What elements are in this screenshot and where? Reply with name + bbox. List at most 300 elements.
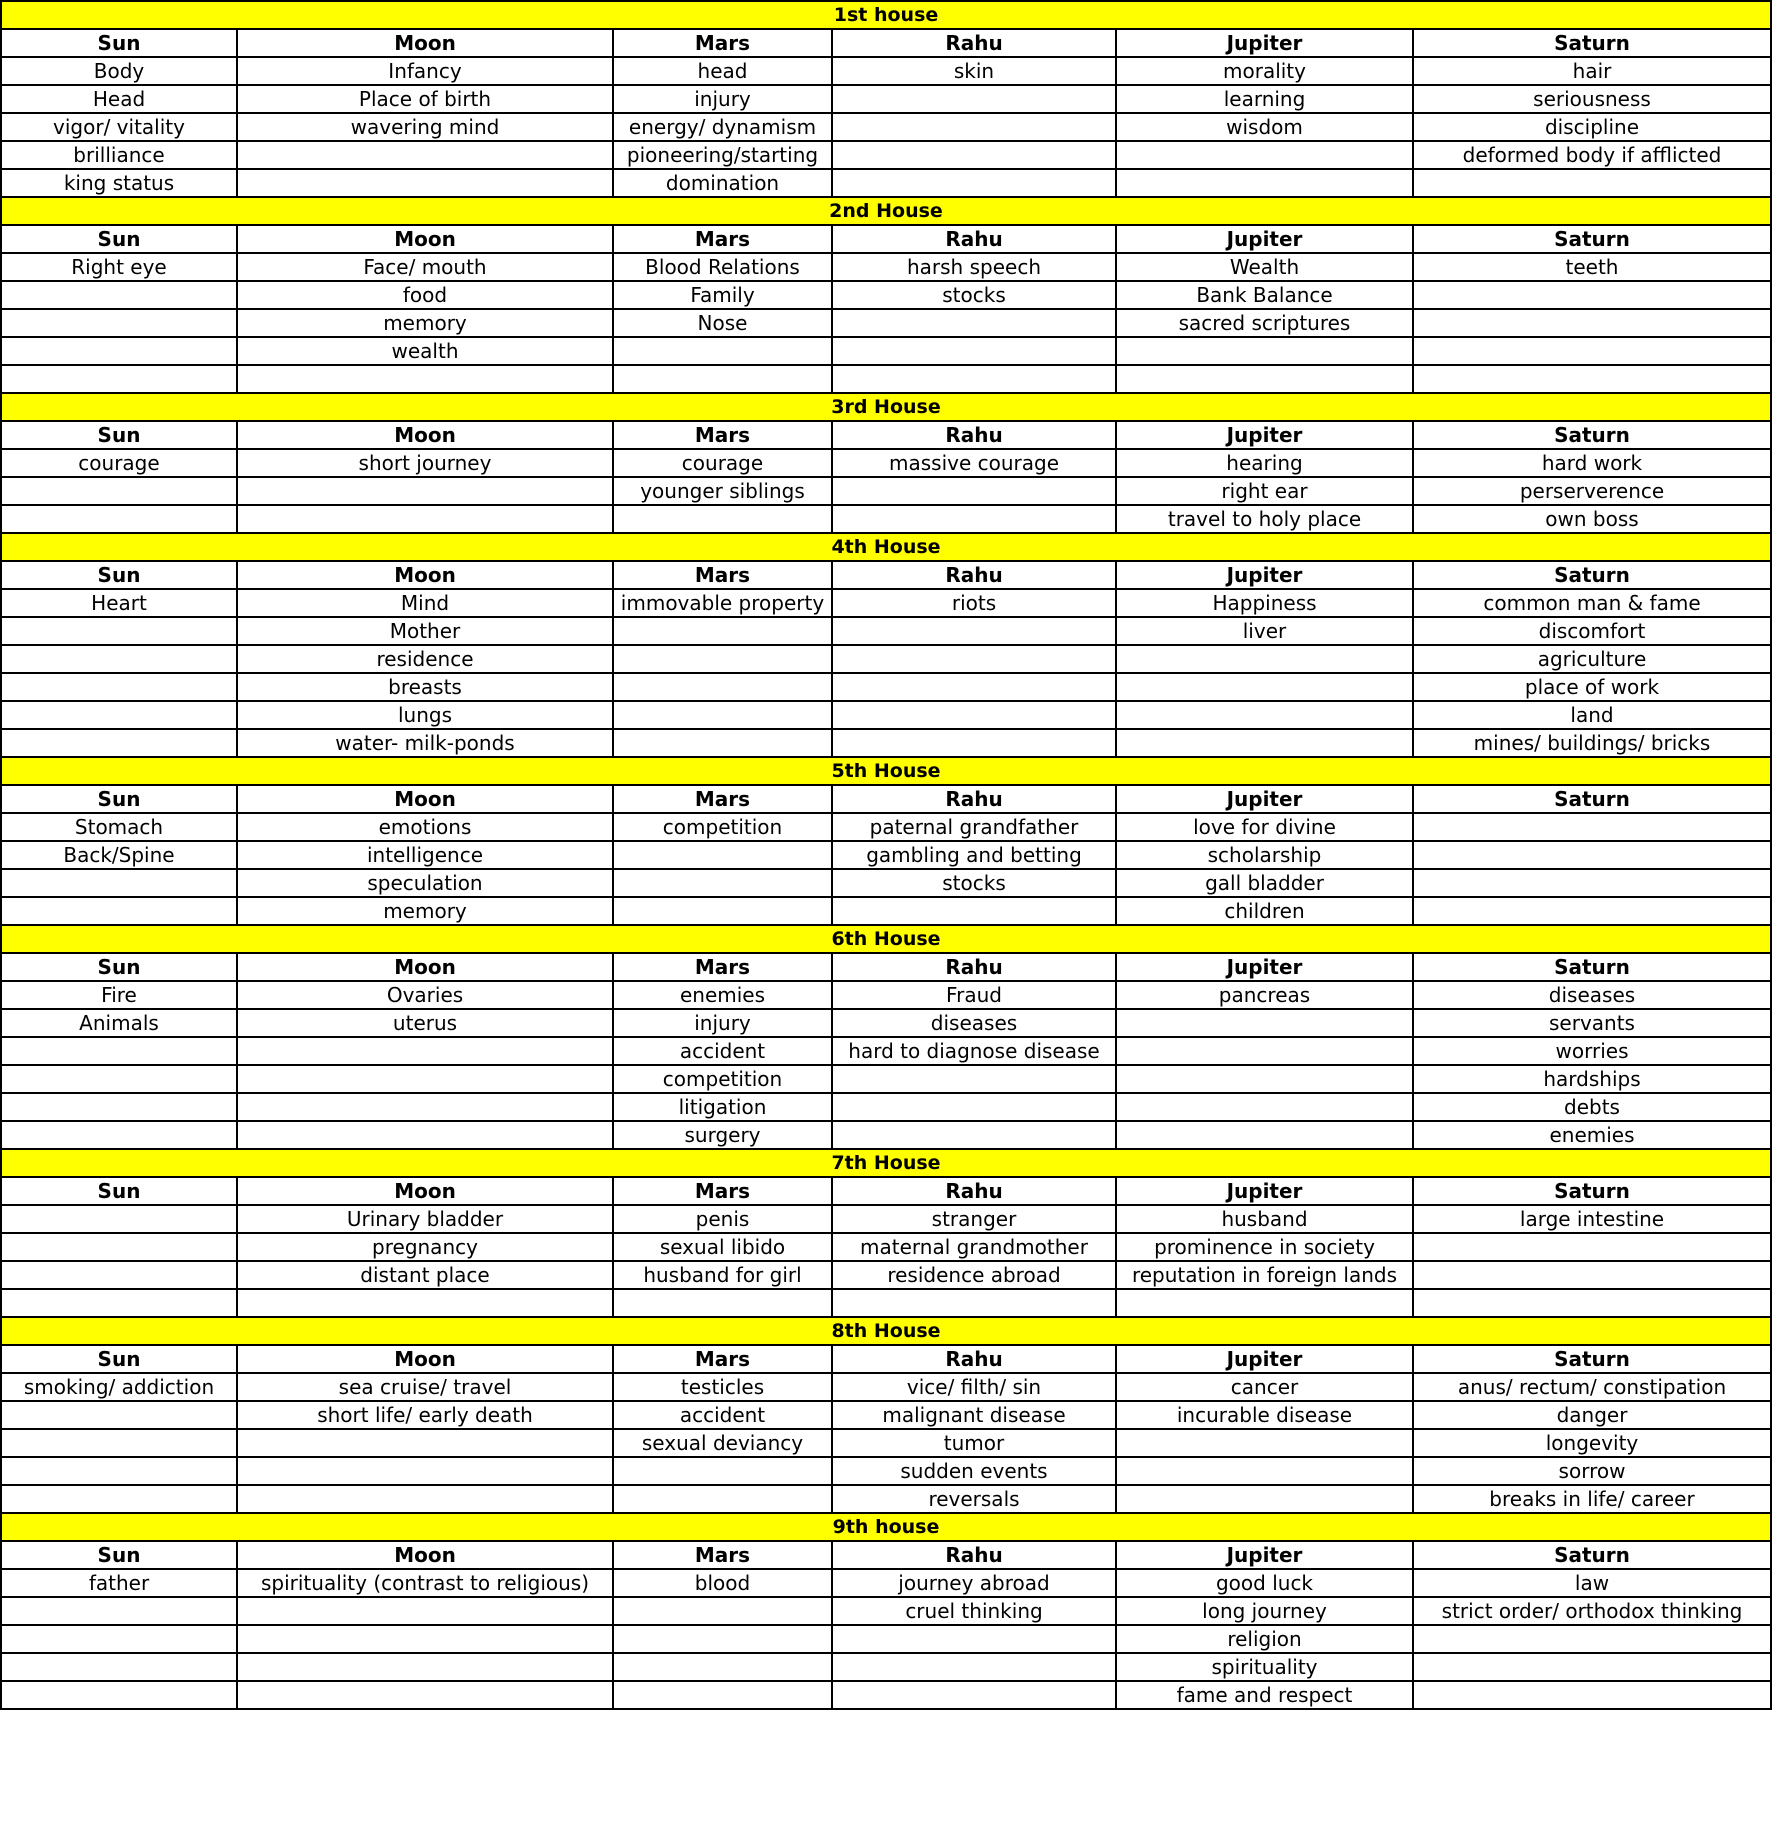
table-cell[interactable] (1, 645, 237, 673)
table-cell[interactable]: Nose (613, 309, 832, 337)
table-cell[interactable] (832, 1093, 1116, 1121)
table-cell[interactable]: own boss (1413, 505, 1771, 533)
table-cell[interactable]: large intestine (1413, 1205, 1771, 1233)
table-cell[interactable]: hearing (1116, 449, 1413, 477)
table-cell[interactable]: reversals (832, 1485, 1116, 1513)
table-cell[interactable]: Blood Relations (613, 253, 832, 281)
table-cell[interactable]: intelligence (237, 841, 613, 869)
planet-header-jupiter[interactable]: Jupiter (1116, 1177, 1413, 1205)
planet-header-sun[interactable]: Sun (1, 1345, 237, 1373)
table-cell[interactable]: wealth (237, 337, 613, 365)
table-cell[interactable] (613, 869, 832, 897)
table-cell[interactable]: pancreas (1116, 981, 1413, 1009)
table-cell[interactable]: journey abroad (832, 1569, 1116, 1597)
table-cell[interactable] (1, 1093, 237, 1121)
table-cell[interactable] (1, 1457, 237, 1485)
table-cell[interactable]: Mother (237, 617, 613, 645)
table-cell[interactable] (1, 505, 237, 533)
planet-header-rahu[interactable]: Rahu (832, 785, 1116, 813)
table-cell[interactable]: memory (237, 309, 613, 337)
table-cell[interactable] (1, 1205, 237, 1233)
table-cell[interactable]: good luck (1116, 1569, 1413, 1597)
table-cell[interactable] (832, 309, 1116, 337)
planet-header-rahu[interactable]: Rahu (832, 421, 1116, 449)
table-cell[interactable]: stocks (832, 869, 1116, 897)
table-cell[interactable]: common man & fame (1413, 589, 1771, 617)
table-cell[interactable] (237, 1625, 613, 1653)
planet-header-mars[interactable]: Mars (613, 1177, 832, 1205)
table-cell[interactable]: agriculture (1413, 645, 1771, 673)
table-cell[interactable] (237, 1037, 613, 1065)
table-cell[interactable] (237, 505, 613, 533)
table-cell[interactable] (237, 1093, 613, 1121)
table-cell[interactable] (1413, 1261, 1771, 1289)
house-title[interactable]: 3rd House (1, 393, 1771, 421)
table-cell[interactable]: love for divine (1116, 813, 1413, 841)
table-cell[interactable] (613, 1597, 832, 1625)
table-cell[interactable]: diseases (832, 1009, 1116, 1037)
table-cell[interactable]: long journey (1116, 1597, 1413, 1625)
table-cell[interactable] (1, 365, 237, 393)
table-cell[interactable]: incurable disease (1116, 1401, 1413, 1429)
table-cell[interactable]: testicles (613, 1373, 832, 1401)
planet-header-saturn[interactable]: Saturn (1413, 1177, 1771, 1205)
table-cell[interactable]: Infancy (237, 57, 613, 85)
table-cell[interactable]: skin (832, 57, 1116, 85)
table-cell[interactable]: teeth (1413, 253, 1771, 281)
planet-header-mars[interactable]: Mars (613, 1345, 832, 1373)
house-title[interactable]: 7th House (1, 1149, 1771, 1177)
table-cell[interactable] (1, 673, 237, 701)
table-cell[interactable] (613, 1289, 832, 1317)
table-cell[interactable] (1, 729, 237, 757)
table-cell[interactable] (1, 1625, 237, 1653)
table-cell[interactable]: Back/Spine (1, 841, 237, 869)
planet-header-saturn[interactable]: Saturn (1413, 1345, 1771, 1373)
table-cell[interactable]: Body (1, 57, 237, 85)
planet-header-rahu[interactable]: Rahu (832, 1177, 1116, 1205)
planet-header-sun[interactable]: Sun (1, 225, 237, 253)
table-cell[interactable]: distant place (237, 1261, 613, 1289)
table-cell[interactable] (832, 1065, 1116, 1093)
table-cell[interactable] (1116, 1429, 1413, 1457)
table-cell[interactable]: spirituality (contrast to religious) (237, 1569, 613, 1597)
table-cell[interactable]: gambling and betting (832, 841, 1116, 869)
table-cell[interactable]: Heart (1, 589, 237, 617)
planet-header-jupiter[interactable]: Jupiter (1116, 785, 1413, 813)
table-cell[interactable] (1116, 1121, 1413, 1149)
table-cell[interactable]: surgery (613, 1121, 832, 1149)
table-cell[interactable] (832, 337, 1116, 365)
table-cell[interactable] (1413, 869, 1771, 897)
table-cell[interactable] (1, 337, 237, 365)
table-cell[interactable]: religion (1116, 1625, 1413, 1653)
table-cell[interactable] (613, 897, 832, 925)
planet-header-saturn[interactable]: Saturn (1413, 29, 1771, 57)
house-title[interactable]: 9th house (1, 1513, 1771, 1541)
planet-header-mars[interactable]: Mars (613, 421, 832, 449)
table-cell[interactable] (1, 1037, 237, 1065)
table-cell[interactable] (1, 1121, 237, 1149)
table-cell[interactable] (1, 617, 237, 645)
table-cell[interactable] (832, 617, 1116, 645)
table-cell[interactable]: Head (1, 85, 237, 113)
table-cell[interactable]: pioneering/starting (613, 141, 832, 169)
table-cell[interactable] (1413, 1653, 1771, 1681)
table-cell[interactable] (613, 729, 832, 757)
table-cell[interactable]: sea cruise/ travel (237, 1373, 613, 1401)
table-cell[interactable]: danger (1413, 1401, 1771, 1429)
planet-header-jupiter[interactable]: Jupiter (1116, 225, 1413, 253)
table-cell[interactable]: pregnancy (237, 1233, 613, 1261)
table-cell[interactable]: competition (613, 813, 832, 841)
table-cell[interactable] (1413, 337, 1771, 365)
table-cell[interactable]: worries (1413, 1037, 1771, 1065)
table-cell[interactable]: memory (237, 897, 613, 925)
planet-header-rahu[interactable]: Rahu (832, 29, 1116, 57)
table-cell[interactable]: courage (1, 449, 237, 477)
table-cell[interactable]: riots (832, 589, 1116, 617)
table-cell[interactable] (237, 1289, 613, 1317)
table-cell[interactable]: scholarship (1116, 841, 1413, 869)
table-cell[interactable] (1, 1429, 237, 1457)
planet-header-saturn[interactable]: Saturn (1413, 561, 1771, 589)
house-title[interactable]: 5th House (1, 757, 1771, 785)
table-cell[interactable]: sacred scriptures (1116, 309, 1413, 337)
table-cell[interactable]: morality (1116, 57, 1413, 85)
table-cell[interactable] (1, 1065, 237, 1093)
planet-header-moon[interactable]: Moon (237, 225, 613, 253)
table-cell[interactable] (613, 1625, 832, 1653)
table-cell[interactable]: prominence in society (1116, 1233, 1413, 1261)
planet-header-jupiter[interactable]: Jupiter (1116, 421, 1413, 449)
table-cell[interactable]: learning (1116, 85, 1413, 113)
table-cell[interactable] (832, 113, 1116, 141)
table-cell[interactable] (832, 477, 1116, 505)
table-cell[interactable]: place of work (1413, 673, 1771, 701)
table-cell[interactable]: massive courage (832, 449, 1116, 477)
table-cell[interactable] (1413, 1233, 1771, 1261)
table-cell[interactable]: Urinary bladder (237, 1205, 613, 1233)
table-cell[interactable]: sorrow (1413, 1457, 1771, 1485)
table-cell[interactable] (237, 1065, 613, 1093)
table-cell[interactable]: Bank Balance (1116, 281, 1413, 309)
table-cell[interactable]: king status (1, 169, 237, 197)
table-cell[interactable] (1116, 1065, 1413, 1093)
table-cell[interactable] (1413, 1681, 1771, 1709)
table-cell[interactable] (832, 673, 1116, 701)
table-cell[interactable]: strict order/ orthodox thinking (1413, 1597, 1771, 1625)
table-cell[interactable]: Face/ mouth (237, 253, 613, 281)
table-cell[interactable]: malignant disease (832, 1401, 1116, 1429)
table-cell[interactable] (1, 1485, 237, 1513)
planet-header-jupiter[interactable]: Jupiter (1116, 1345, 1413, 1373)
table-cell[interactable] (832, 645, 1116, 673)
table-cell[interactable]: short journey (237, 449, 613, 477)
planet-header-moon[interactable]: Moon (237, 561, 613, 589)
table-cell[interactable] (613, 673, 832, 701)
table-cell[interactable] (1, 1681, 237, 1709)
table-cell[interactable] (832, 1653, 1116, 1681)
table-cell[interactable]: immovable property (613, 589, 832, 617)
table-cell[interactable]: Family (613, 281, 832, 309)
table-cell[interactable]: Right eye (1, 253, 237, 281)
table-cell[interactable]: maternal grandmother (832, 1233, 1116, 1261)
planet-header-moon[interactable]: Moon (237, 1345, 613, 1373)
table-cell[interactable]: spirituality (1116, 1653, 1413, 1681)
table-cell[interactable]: speculation (237, 869, 613, 897)
table-cell[interactable] (613, 1485, 832, 1513)
table-cell[interactable] (237, 1457, 613, 1485)
planet-header-sun[interactable]: Sun (1, 1177, 237, 1205)
house-title[interactable]: 6th House (1, 925, 1771, 953)
table-cell[interactable] (613, 645, 832, 673)
table-cell[interactable] (1116, 1289, 1413, 1317)
table-cell[interactable]: stocks (832, 281, 1116, 309)
table-cell[interactable]: enemies (1413, 1121, 1771, 1149)
table-cell[interactable] (237, 477, 613, 505)
table-cell[interactable] (832, 1681, 1116, 1709)
planet-header-mars[interactable]: Mars (613, 225, 832, 253)
table-cell[interactable]: injury (613, 85, 832, 113)
table-cell[interactable] (1, 309, 237, 337)
house-title[interactable]: 8th House (1, 1317, 1771, 1345)
table-cell[interactable]: younger siblings (613, 477, 832, 505)
table-cell[interactable] (1116, 169, 1413, 197)
table-cell[interactable] (832, 365, 1116, 393)
table-cell[interactable]: servants (1413, 1009, 1771, 1037)
table-cell[interactable]: emotions (237, 813, 613, 841)
table-cell[interactable] (832, 169, 1116, 197)
table-cell[interactable]: lungs (237, 701, 613, 729)
planet-header-sun[interactable]: Sun (1, 785, 237, 813)
table-cell[interactable]: land (1413, 701, 1771, 729)
table-cell[interactable] (237, 1121, 613, 1149)
table-cell[interactable] (832, 505, 1116, 533)
table-cell[interactable]: sexual deviancy (613, 1429, 832, 1457)
table-cell[interactable] (1413, 1625, 1771, 1653)
table-cell[interactable]: blood (613, 1569, 832, 1597)
table-cell[interactable]: mines/ buildings/ bricks (1413, 729, 1771, 757)
table-cell[interactable]: perserverence (1413, 477, 1771, 505)
table-cell[interactable] (613, 841, 832, 869)
table-cell[interactable]: gall bladder (1116, 869, 1413, 897)
table-cell[interactable]: reputation in foreign lands (1116, 1261, 1413, 1289)
table-cell[interactable]: hard to diagnose disease (832, 1037, 1116, 1065)
table-cell[interactable] (1116, 1457, 1413, 1485)
planet-header-moon[interactable]: Moon (237, 1541, 613, 1569)
table-cell[interactable]: diseases (1413, 981, 1771, 1009)
table-cell[interactable] (1, 281, 237, 309)
table-cell[interactable] (1116, 365, 1413, 393)
table-cell[interactable]: Ovaries (237, 981, 613, 1009)
table-cell[interactable]: smoking/ addiction (1, 1373, 237, 1401)
table-cell[interactable]: cruel thinking (832, 1597, 1116, 1625)
planet-header-sun[interactable]: Sun (1, 421, 237, 449)
table-cell[interactable]: vice/ filth/ sin (832, 1373, 1116, 1401)
table-cell[interactable] (1116, 645, 1413, 673)
table-cell[interactable] (832, 897, 1116, 925)
table-cell[interactable] (613, 1681, 832, 1709)
table-cell[interactable]: competition (613, 1065, 832, 1093)
table-cell[interactable]: wisdom (1116, 113, 1413, 141)
table-cell[interactable]: enemies (613, 981, 832, 1009)
table-cell[interactable]: accident (613, 1037, 832, 1065)
planet-header-moon[interactable]: Moon (237, 1177, 613, 1205)
table-cell[interactable]: energy/ dynamism (613, 113, 832, 141)
table-cell[interactable] (1413, 813, 1771, 841)
table-cell[interactable]: water- milk-ponds (237, 729, 613, 757)
table-cell[interactable]: seriousness (1413, 85, 1771, 113)
planet-header-sun[interactable]: Sun (1, 1541, 237, 1569)
planet-header-rahu[interactable]: Rahu (832, 561, 1116, 589)
table-cell[interactable]: uterus (237, 1009, 613, 1037)
table-cell[interactable]: paternal grandfather (832, 813, 1116, 841)
table-cell[interactable] (1, 1261, 237, 1289)
table-cell[interactable]: right ear (1116, 477, 1413, 505)
table-cell[interactable] (1413, 281, 1771, 309)
table-cell[interactable] (613, 1457, 832, 1485)
table-cell[interactable]: Stomach (1, 813, 237, 841)
table-cell[interactable]: Animals (1, 1009, 237, 1037)
table-cell[interactable] (832, 1625, 1116, 1653)
table-cell[interactable] (832, 85, 1116, 113)
table-cell[interactable]: wavering mind (237, 113, 613, 141)
planet-header-mars[interactable]: Mars (613, 561, 832, 589)
planet-header-mars[interactable]: Mars (613, 953, 832, 981)
table-cell[interactable] (237, 1485, 613, 1513)
table-cell[interactable]: deformed body if afflicted (1413, 141, 1771, 169)
table-cell[interactable]: hardships (1413, 1065, 1771, 1093)
table-cell[interactable] (1116, 673, 1413, 701)
table-cell[interactable]: breaks in life/ career (1413, 1485, 1771, 1513)
table-cell[interactable] (832, 1289, 1116, 1317)
table-cell[interactable]: tumor (832, 1429, 1116, 1457)
table-cell[interactable] (1116, 1093, 1413, 1121)
table-cell[interactable] (613, 365, 832, 393)
table-cell[interactable]: residence (237, 645, 613, 673)
table-cell[interactable] (237, 141, 613, 169)
table-cell[interactable] (1, 869, 237, 897)
planet-header-jupiter[interactable]: Jupiter (1116, 29, 1413, 57)
house-title[interactable]: 1st house (1, 1, 1771, 29)
table-cell[interactable]: Fraud (832, 981, 1116, 1009)
table-cell[interactable] (237, 169, 613, 197)
planet-header-rahu[interactable]: Rahu (832, 225, 1116, 253)
table-cell[interactable] (237, 1597, 613, 1625)
table-cell[interactable] (832, 1121, 1116, 1149)
table-cell[interactable]: Mind (237, 589, 613, 617)
table-cell[interactable] (1413, 897, 1771, 925)
table-cell[interactable] (237, 1429, 613, 1457)
planet-header-sun[interactable]: Sun (1, 561, 237, 589)
table-cell[interactable] (1413, 365, 1771, 393)
table-cell[interactable]: sudden events (832, 1457, 1116, 1485)
table-cell[interactable]: husband for girl (613, 1261, 832, 1289)
table-cell[interactable]: stranger (832, 1205, 1116, 1233)
planet-header-mars[interactable]: Mars (613, 29, 832, 57)
table-cell[interactable]: penis (613, 1205, 832, 1233)
table-cell[interactable]: head (613, 57, 832, 85)
table-cell[interactable] (1413, 169, 1771, 197)
table-cell[interactable] (1116, 1009, 1413, 1037)
table-cell[interactable]: debts (1413, 1093, 1771, 1121)
planet-header-mars[interactable]: Mars (613, 785, 832, 813)
planet-header-rahu[interactable]: Rahu (832, 953, 1116, 981)
table-cell[interactable] (613, 701, 832, 729)
table-cell[interactable]: Wealth (1116, 253, 1413, 281)
table-cell[interactable]: discipline (1413, 113, 1771, 141)
planet-header-saturn[interactable]: Saturn (1413, 953, 1771, 981)
table-cell[interactable]: longevity (1413, 1429, 1771, 1457)
table-cell[interactable] (237, 1681, 613, 1709)
table-cell[interactable] (832, 729, 1116, 757)
planet-header-saturn[interactable]: Saturn (1413, 421, 1771, 449)
table-cell[interactable] (613, 617, 832, 645)
planet-header-moon[interactable]: Moon (237, 421, 613, 449)
table-cell[interactable] (1413, 309, 1771, 337)
table-cell[interactable] (237, 1653, 613, 1681)
table-cell[interactable]: husband (1116, 1205, 1413, 1233)
planet-header-saturn[interactable]: Saturn (1413, 1541, 1771, 1569)
table-cell[interactable]: cancer (1116, 1373, 1413, 1401)
table-cell[interactable]: hair (1413, 57, 1771, 85)
table-cell[interactable] (1, 701, 237, 729)
table-cell[interactable]: children (1116, 897, 1413, 925)
planet-header-jupiter[interactable]: Jupiter (1116, 561, 1413, 589)
table-cell[interactable]: domination (613, 169, 832, 197)
table-cell[interactable] (1, 477, 237, 505)
table-cell[interactable] (1, 1597, 237, 1625)
table-cell[interactable] (832, 701, 1116, 729)
table-cell[interactable] (1116, 729, 1413, 757)
table-cell[interactable]: courage (613, 449, 832, 477)
table-cell[interactable] (613, 505, 832, 533)
table-cell[interactable]: travel to holy place (1116, 505, 1413, 533)
table-cell[interactable] (1, 1233, 237, 1261)
table-cell[interactable] (1413, 1289, 1771, 1317)
table-cell[interactable] (1116, 1037, 1413, 1065)
planet-header-moon[interactable]: Moon (237, 953, 613, 981)
table-cell[interactable] (1116, 141, 1413, 169)
table-cell[interactable] (1, 897, 237, 925)
table-cell[interactable]: Place of birth (237, 85, 613, 113)
table-cell[interactable]: short life/ early death (237, 1401, 613, 1429)
table-cell[interactable]: fame and respect (1116, 1681, 1413, 1709)
table-cell[interactable]: accident (613, 1401, 832, 1429)
table-cell[interactable]: harsh speech (832, 253, 1116, 281)
table-cell[interactable]: Fire (1, 981, 237, 1009)
table-cell[interactable]: discomfort (1413, 617, 1771, 645)
table-cell[interactable] (1413, 841, 1771, 869)
planet-header-sun[interactable]: Sun (1, 953, 237, 981)
house-title[interactable]: 2nd House (1, 197, 1771, 225)
planet-header-jupiter[interactable]: Jupiter (1116, 953, 1413, 981)
planet-header-rahu[interactable]: Rahu (832, 1541, 1116, 1569)
house-title[interactable]: 4th House (1, 533, 1771, 561)
table-cell[interactable]: liver (1116, 617, 1413, 645)
table-cell[interactable] (1, 1653, 237, 1681)
table-cell[interactable] (1116, 1485, 1413, 1513)
table-cell[interactable] (1116, 337, 1413, 365)
planet-header-saturn[interactable]: Saturn (1413, 785, 1771, 813)
table-cell[interactable] (237, 365, 613, 393)
planet-header-saturn[interactable]: Saturn (1413, 225, 1771, 253)
table-cell[interactable]: hard work (1413, 449, 1771, 477)
table-cell[interactable]: Happiness (1116, 589, 1413, 617)
table-cell[interactable]: anus/ rectum/ constipation (1413, 1373, 1771, 1401)
table-cell[interactable]: injury (613, 1009, 832, 1037)
